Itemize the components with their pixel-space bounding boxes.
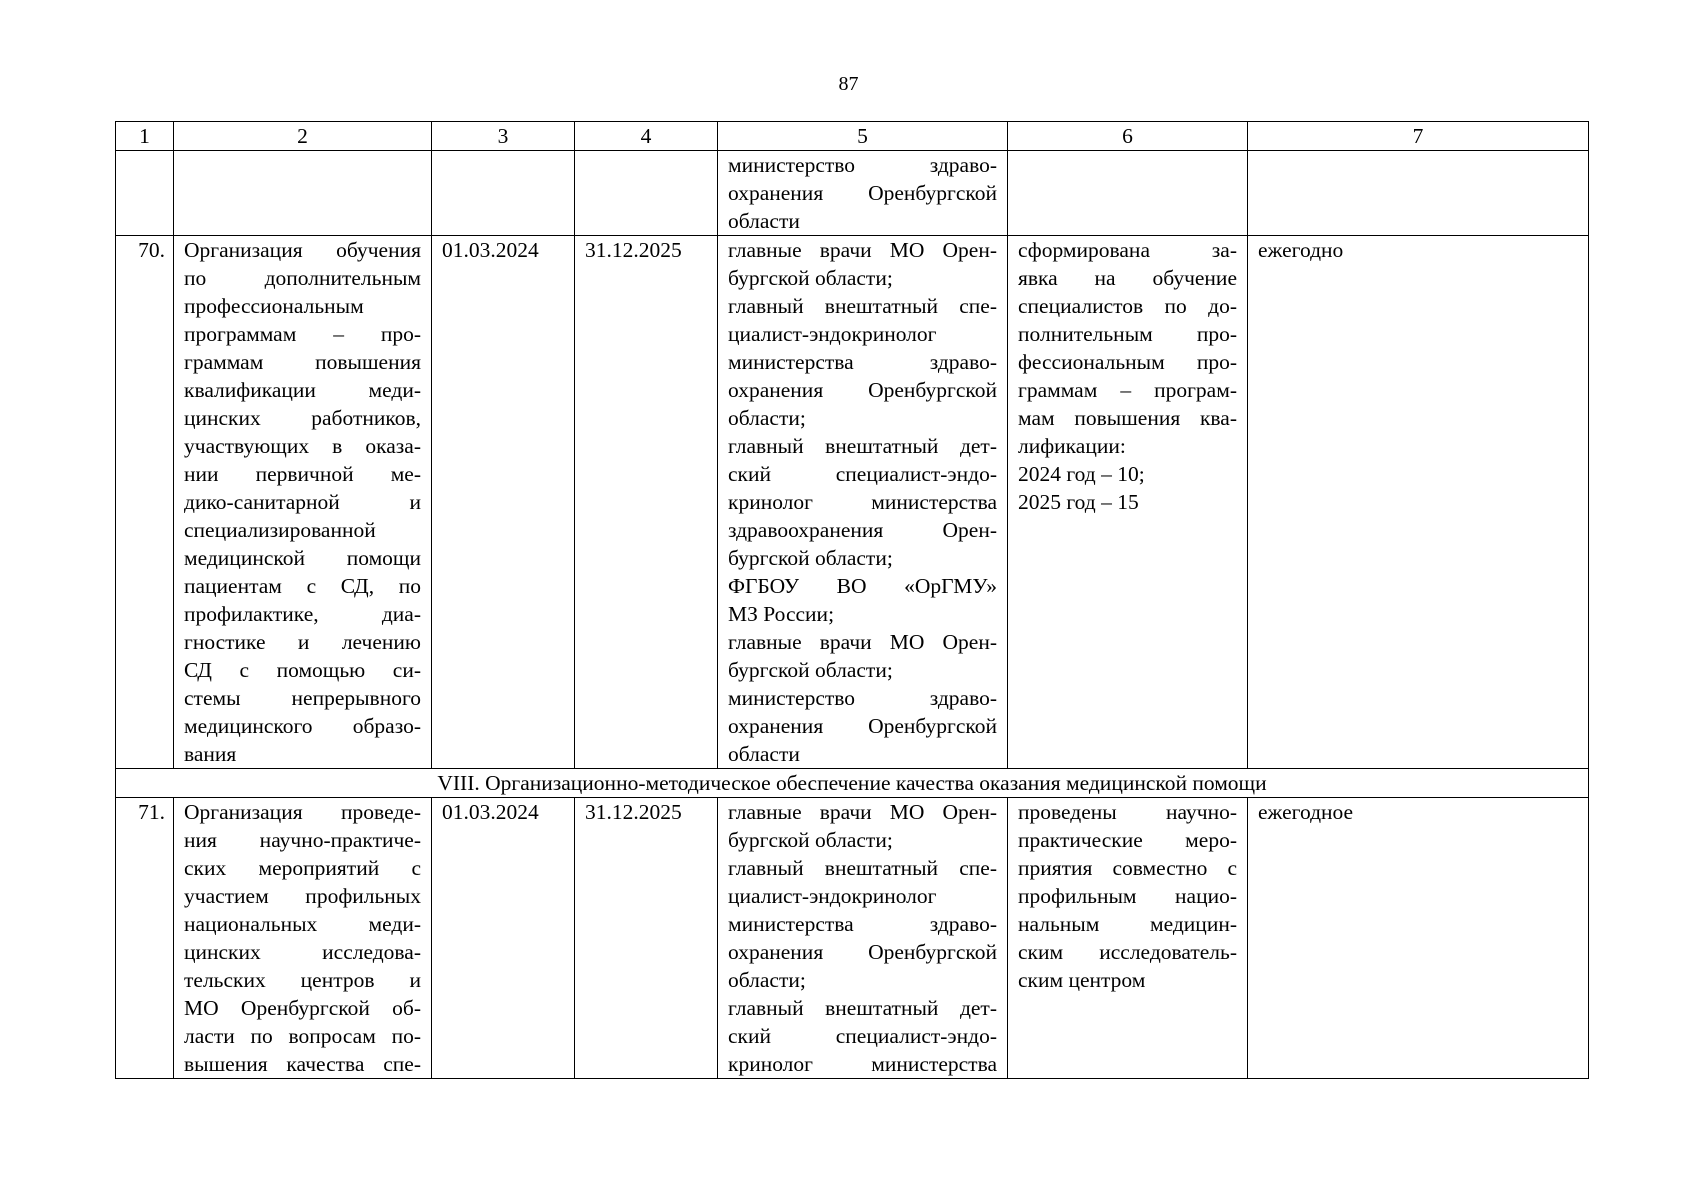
text-line: медицинской помощи [184,546,421,570]
text-line: министерство здраво- [728,153,997,177]
text-line: Организация обучения [184,238,421,262]
text-line: специалистов по до- [1018,294,1237,318]
text-line: главный внештатный дет- [728,996,997,1020]
text-line: граммам повышения [184,350,421,374]
text-line: приятия совместно с [1018,856,1237,880]
text-line: охранения Оренбургской [728,940,997,964]
text-line: тельских центров и [184,968,421,992]
text-line: профессиональным [184,294,364,318]
text-line: бургской области; [728,658,893,682]
frequency-cell: ежегодное [1248,798,1589,1079]
table-row-70 [116,236,1589,769]
text-line: сформирована за- [1018,238,1237,262]
text-line: ФГБОУ ВО «ОрГМУ» [728,574,997,598]
text-line: стемы непрерывного [184,686,421,710]
column-header-2: 2 [174,122,432,151]
text-line: области [728,209,800,233]
text-line: специализированной [184,518,376,542]
responsible-cell [718,151,1008,236]
column-header-6: 6 [1008,122,1248,151]
frequency-cell [1248,151,1589,236]
text-line: цинских работников, [184,406,421,430]
text-line: СД с помощью си- [184,658,421,682]
column-header-4: 4 [575,122,718,151]
text-line: бургской области; [728,266,893,290]
text-line: области; [728,406,806,430]
text-line: главный внештатный спе- [728,856,997,880]
table-row-continued [116,151,1589,236]
text-line: 2025 год – 15 [1018,490,1139,514]
result-cell [1008,236,1248,769]
text-line: цинских исследова- [184,940,421,964]
text-line: циалист-эндокринолог [728,322,937,346]
text-line: области [728,742,800,766]
result-cell [1008,151,1248,236]
text-line: лификации: [1018,434,1126,458]
start-date-cell: 01.03.2024 [432,798,575,1079]
text-line: полнительным про- [1018,322,1237,346]
text-line: медицинского образо- [184,714,421,738]
text-line: ния научно-практиче- [184,828,421,852]
responsible-cell [718,236,1008,769]
text-line: охранения Оренбургской [728,714,997,738]
column-header-5: 5 [718,122,1008,151]
text-line: МЗ России; [728,602,835,626]
text-line: дико-санитарной и [184,490,421,514]
text-line: 2024 год – 10; [1018,462,1145,486]
header-row [116,122,1589,151]
end-date-cell: 31.12.2025 [575,798,718,1079]
text-line: участием профильных [184,884,421,908]
text-line: министерства здраво- [728,912,997,936]
text-line: ский специалист-эндо- [728,1024,997,1048]
section-title: VIII. Организационно-методическое обеспечение качества оказания медицинской помощи [116,769,1589,798]
text-line: вания [184,742,237,766]
text-line: практические меро- [1018,828,1237,852]
text-line: нии первичной ме- [184,462,421,486]
number-cell: 70. [116,236,174,769]
end-date-cell: 31.12.2025 [575,236,718,769]
text-line: гностике и лечению [184,630,421,654]
text-line: министерство здраво- [728,686,997,710]
text-line: МО Оренбургской об- [184,996,421,1020]
text-line: пациентам с СД, по [184,574,421,598]
text-line: программам – про- [184,322,421,346]
text-line: Организация проведе- [184,800,421,824]
text-line: главные врачи МО Орен- [728,800,997,824]
number-cell: 71. [116,798,174,1079]
text-line: профилактике, диа- [184,602,421,626]
text-line: квалификации меди- [184,378,421,402]
text-line: главные врачи МО Орен- [728,238,997,262]
frequency-cell: ежегодно [1248,236,1589,769]
table-row-71 [116,798,1589,1079]
result-cell [1008,798,1248,1079]
text-line: мам повышения ква- [1018,406,1237,430]
text-line: охранения Оренбургской [728,378,997,402]
responsible-cell [718,798,1008,1079]
activity-cell [174,236,432,769]
end-date-cell [575,151,718,236]
text-line: фессиональным про- [1018,350,1237,374]
text-line: граммам – програм- [1018,378,1237,402]
text-line: по дополнительным [184,266,421,290]
text-line: министерства здраво- [728,350,997,374]
text-line: ласти по вопросам по- [184,1024,421,1048]
page-number: 87 [838,73,859,95]
text-line: циалист-эндокринолог [728,884,937,908]
text-line: бургской области; [728,828,893,852]
text-line: здравоохранения Орен- [728,518,997,542]
text-line: главный внештатный спе- [728,294,997,318]
text-line: вышения качества спе- [184,1052,421,1076]
text-line: охранения Оренбургской [728,181,997,205]
start-date-cell: 01.03.2024 [432,236,575,769]
text-line: ских мероприятий с [184,856,421,880]
number-cell [116,151,174,236]
text-line: явка на обучение [1018,266,1237,290]
text-line: главные врачи МО Орен- [728,630,997,654]
text-line: профильным нацио- [1018,884,1237,908]
text-line: ский специалист-эндо- [728,462,997,486]
text-line: проведены научно- [1018,800,1237,824]
text-line: ским центром [1018,968,1146,992]
text-line: нальным медицин- [1018,912,1237,936]
section-row [116,769,1589,798]
text-line: области; [728,968,806,992]
measures-table [115,121,1589,1079]
text-line: кринолог министерства [728,1052,997,1076]
column-header-7: 7 [1248,122,1589,151]
column-header-3: 3 [432,122,575,151]
activity-cell [174,151,432,236]
activity-cell [174,798,432,1079]
start-date-cell [432,151,575,236]
column-header-1: 1 [116,122,174,151]
text-line: участвующих в оказа- [184,434,421,458]
text-line: кринолог министерства [728,490,997,514]
text-line: национальных меди- [184,912,421,936]
text-line: бургской области; [728,546,893,570]
text-line: главный внештатный дет- [728,434,997,458]
text-line: ским исследователь- [1018,940,1237,964]
